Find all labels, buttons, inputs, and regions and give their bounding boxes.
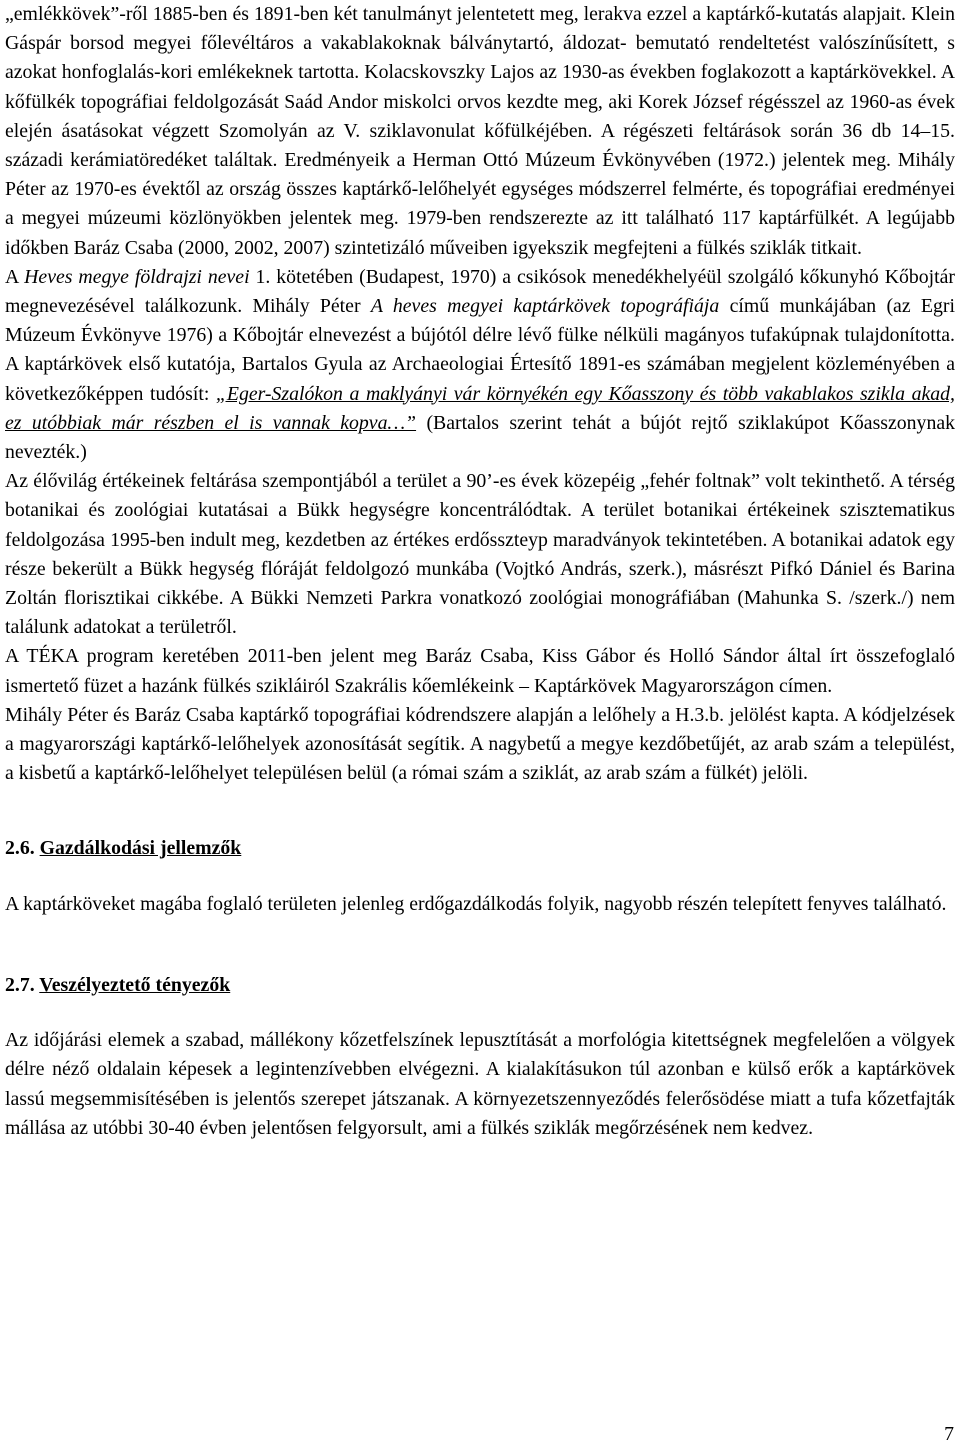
document-page <box>5 0 955 1143</box>
spacer <box>5 864 955 890</box>
paragraph-economy: A kaptárköveket magába foglaló területen jelenleg erdőgazdálkodás folyik, nagyobb részén telepített fenyves található. <box>5 892 947 915</box>
page-number: 7 <box>944 1423 954 1445</box>
section-title: Veszélyeztető tényezők <box>39 973 231 996</box>
section-number: 2.7. <box>5 973 35 996</box>
section-heading-2-7 <box>5 971 955 1000</box>
work-title-italic: A heves megyei kaptárkövek topográfiája <box>370 295 720 318</box>
paragraph-code-system: Mihály Péter és Baráz Csaba kaptárkő topográfiai kódrendszere alapján a lelőhely a H.3.b. jelölést kapta. A kódjelzések a magyarországi kaptárkő-lelőhelyek azonosítását segítik. A nagybetű a megye kezdőbetűjét, az arab szám a települést, a kisbetű a kaptárkő-lelőhelyet településen belül (a római szám a sziklát, az arab szám a fülkét) jelöli. <box>5 703 955 785</box>
text-span: című munkájában (az Egri Múzeum Évkönyve 1976) a Kőbojtár elnevezést a bújótól délre lévő fülke nélküli magányos tufakúpnak tulajdonította. A kaptárkövek első kutatója, Bartalos Gyula az Archaeologiai Értesítő 1891-es számában megjelent közleményében a következőképpen tudósít: <box>5 295 955 405</box>
text-span: A <box>5 265 25 288</box>
section-heading-2-6 <box>5 834 955 863</box>
paragraph-place-names <box>5 263 955 467</box>
text-span: (Bartalos szerint tehát a bújót rejtő sziklakúpot Kőasszonynak nevezték.) <box>5 411 956 464</box>
text-span: 1. kötetében (Budapest, 1970) a csikósok menedékhelyéül szolgáló kőkunyhó Kőbojtár megnevezésével találkozunk. Mihály Péter <box>5 265 956 318</box>
paragraph-wildlife: Az élővilág értékeinek feltárása szempontjából a terület a 90’-es évek közepéig „fehér foltnak” volt tekinthető. A térség botanikai és zoológiai kutatásai a Bükk hegységre koncentrálódtak. A terület botanikai értékeinek szisztematikus feldolgozása 1995-ben indult meg, kezdetben az értékes erdősszteyp maradványok tekintetében. A botanikai adatok egy része bekerült a Bükk hegység flóráját feldolgozó munkába (Vojtkó András, szerk.), másrészt Pifkó Dániel és Barina Zoltán florisztikai cikkébe. A Bükki Nemzeti Parkra vonatkozó zoológiai monográfiában (Mahunka S. /szerk./) nem találunk adatokat a területről. <box>5 470 955 639</box>
quotation-italic: „Eger-Szalókon a maklyányi vár környékén egy Kőasszony és több vakablakos szikla akad, ez utóbbiak már részben el is vannak kopva…” <box>5 382 955 434</box>
paragraph-research-history: „emlékkövek”-ről 1885-ben és 1891-ben két tanulmányt jelentetett meg, lerakva ezzel a kaptárkő-kutatás alapjait. Klein Gáspár borsod megyei főlevéltáros a vakablakoknak bálványtartó, áldozat- bemutató rendeltetést valószínűsített, s azokat honfoglalás-kori emlékeknek tartotta. Kolacskovszky Lajos az 1930-as években foglakozott a kaptárkövekkel. A kőfülkék topográfiai feldolgozását Saád Andor miskolci orvos kezdte meg, aki Korek József régésszel az 1960-as évek elején ásatásokat végzett Szomolyán az V. sziklavonulat kőfülkéjében. A régészeti feltárások során 36 db 14–15. századi kerámiatöredéket találtak. Eredményeik a Herman Ottó Múzeum Évkönyvében (1972.) jelentek meg. Mihály Péter az 1970-es évektől az ország összes kaptárkő-lelőhelyét egységes módszerrel felmérte, és topográfiai eredményei a megyei múzeumi közlönyökben jelentek meg. 1979-ben rendszerezte az itt található 117 kaptárfülkét. A legújabb időkben Baráz Csaba (2000, 2002, 2007) szintetizáló műveiben igyekszik megfejteni a fülkés sziklák titkait. <box>5 3 955 259</box>
spacer <box>5 788 955 834</box>
paragraph-threats: Az időjárási elemek a szabad, mállékony kőzetfelszínek lepusztítását a morfológia kitettségnek megfelelően a völgyek délre néző oldalain képesek a legintenzívebben elvégezni. A kialakításukon túl azonban e külső erők a kaptárkövek lassú megsemmisítésében is jelentős szerepet játszanak. A környezetszennyeződés felerősödése miatt a tufa kőzetfajták mállása az utóbbi 30-40 évben jelentősen felgyorsult, ami a fülkés sziklák megőrzésének nem kedvez. <box>5 1029 955 1139</box>
book-title-italic: Heves megye földrajzi nevei <box>24 265 250 288</box>
spacer <box>5 919 955 971</box>
section-title: Gazdálkodási jellemzők <box>39 837 242 860</box>
paragraph-teka-program: A TÉKA program keretében 2011-ben jelent meg Baráz Csaba, Kiss Gábor és Holló Sándor által írt összefoglaló ismertető füzet a hazánk fülkés szikláiról Szakrális kőemlékeink – Kaptárkövek Magyarországon címen. <box>5 645 955 697</box>
section-number: 2.6. <box>5 837 35 860</box>
spacer <box>5 1000 955 1026</box>
